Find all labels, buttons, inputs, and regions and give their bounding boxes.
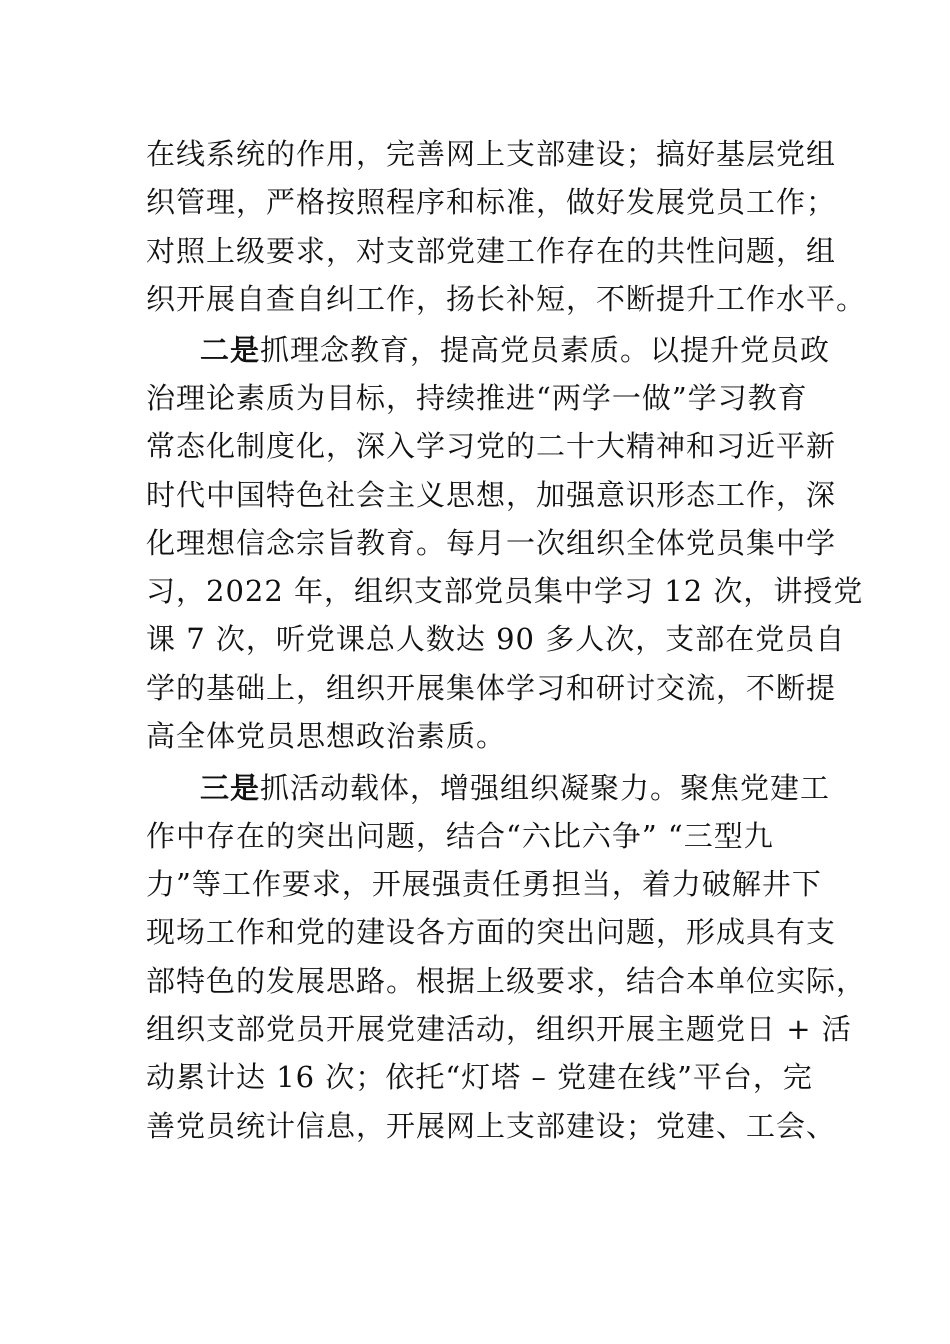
- paragraph-line: 力”等工作要求，开展强责任勇担当，着力破解井下: [146, 867, 822, 901]
- paragraph-line: 治理论素质为目标，持续推进“两学一做”学习教育: [146, 381, 808, 415]
- paragraph-line: 善党员统计信息，开展网上支部建设；党建、工会、: [146, 1109, 837, 1143]
- paragraph-line: 动累计达 16 次；依托“灯塔 – 党建在线”平台，完: [146, 1060, 813, 1094]
- paragraph-line: [200, 330, 830, 370]
- paragraph-line: 课 7 次，听党课总人数达 90 多人次，支部在党员自: [146, 622, 846, 656]
- paragraph-line: 作中存在的突出问题，结合“六比六争” “三型九: [146, 819, 774, 853]
- paragraph-line: 织开展自查自纠工作，扬长补短，不断提升工作水平。: [146, 282, 867, 316]
- paragraph-line: 部特色的发展思路。根据上级要求，结合本单位实际，: [146, 964, 867, 998]
- paragraph-line: 组织支部党员开展党建活动，组织开展主题党日 + 活: [146, 1012, 852, 1046]
- paragraph-line: 现场工作和党的建设各方面的突出问题，形成具有支: [146, 915, 837, 949]
- paragraph-text: 抓理念教育，提高党员素质。以提升党员政: [260, 333, 831, 367]
- paragraph-line: 织管理，严格按照程序和标准，做好发展党员工作；: [146, 185, 837, 219]
- paragraph-text: 抓活动载体，增强组织凝聚力。聚焦党建工: [260, 771, 831, 805]
- section-lead-two: 二是: [200, 333, 261, 367]
- paragraph-line: 时代中国特色社会主义思想，加强意识形态工作，深: [146, 478, 837, 512]
- paragraph-line: 习，2022 年，组织支部党员集中学习 12 次，讲授党: [146, 574, 864, 608]
- paragraph-line: 学的基础上，组织开展集体学习和研讨交流，不断提: [146, 671, 837, 705]
- section-lead-three: 三是: [200, 771, 261, 805]
- paragraph-line: 常态化制度化，深入学习党的二十大精神和习近平新: [146, 429, 837, 463]
- paragraph-line: 化理想信念宗旨教育。每月一次组织全体党员集中学: [146, 526, 837, 560]
- paragraph-line: 高全体党员思想政治素质。: [146, 719, 507, 753]
- paragraph-line: 在线系统的作用，完善网上支部建设；搞好基层党组: [146, 137, 837, 171]
- paragraph-line: [200, 768, 830, 808]
- paragraph-line: 对照上级要求，对支部党建工作存在的共性问题，组: [146, 234, 837, 268]
